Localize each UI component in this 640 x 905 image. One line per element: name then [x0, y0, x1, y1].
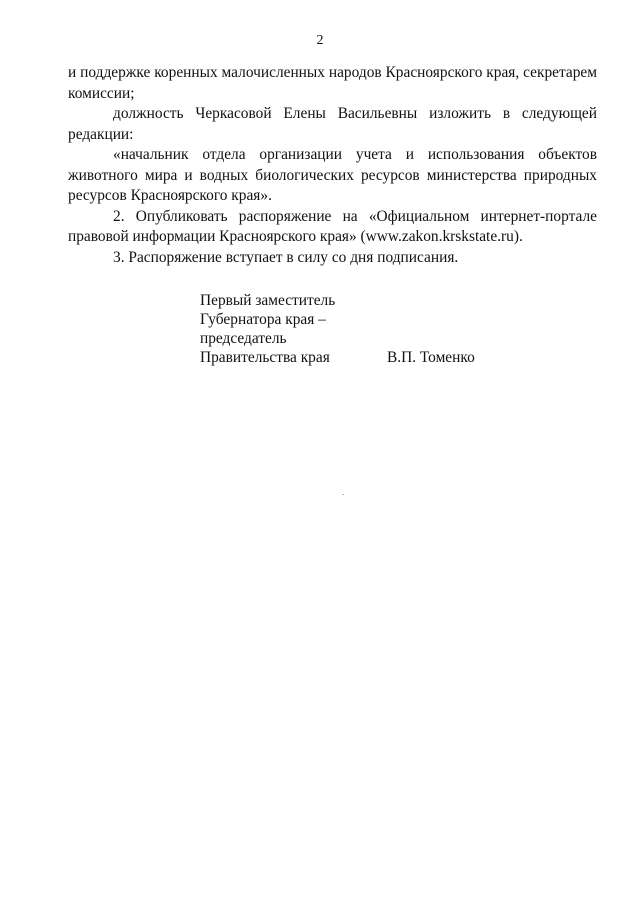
paragraph-position-amendment: должность Черкасовой Елены Васильевны изложить в следующей редакции: [68, 105, 597, 143]
document-body [68, 63, 597, 268]
signer-name: В.П. Томенко [387, 349, 475, 366]
page-number: 2 [316, 33, 324, 48]
paragraph-effective-date: 3. Распоряжение вступает в силу со дня подписания. [113, 248, 459, 266]
paragraph-publication: 2. Опубликовать распоряжение на «Официальном интернет-портале правовой информации Красноярского края» (www.zakon.krskstate.ru). [68, 207, 597, 245]
signer-title-line: Первый заместитель [200, 292, 336, 309]
paragraph-new-wording: «начальник отдела организации учета и использования объектов животного мира и водных биологических ресурсов министерства природных ресурсов Красноярского края». [68, 146, 597, 204]
scan-speck [342, 494, 344, 495]
signature-block [200, 291, 475, 367]
paragraph-continuation: и поддержке коренных малочисленных народов Красноярского края, секретарем комиссии; [68, 64, 597, 102]
signer-title-line: Губернатора края – [200, 311, 326, 328]
signer-title-line: Правительства края [200, 349, 330, 366]
signer-title-line: председатель [200, 330, 287, 347]
